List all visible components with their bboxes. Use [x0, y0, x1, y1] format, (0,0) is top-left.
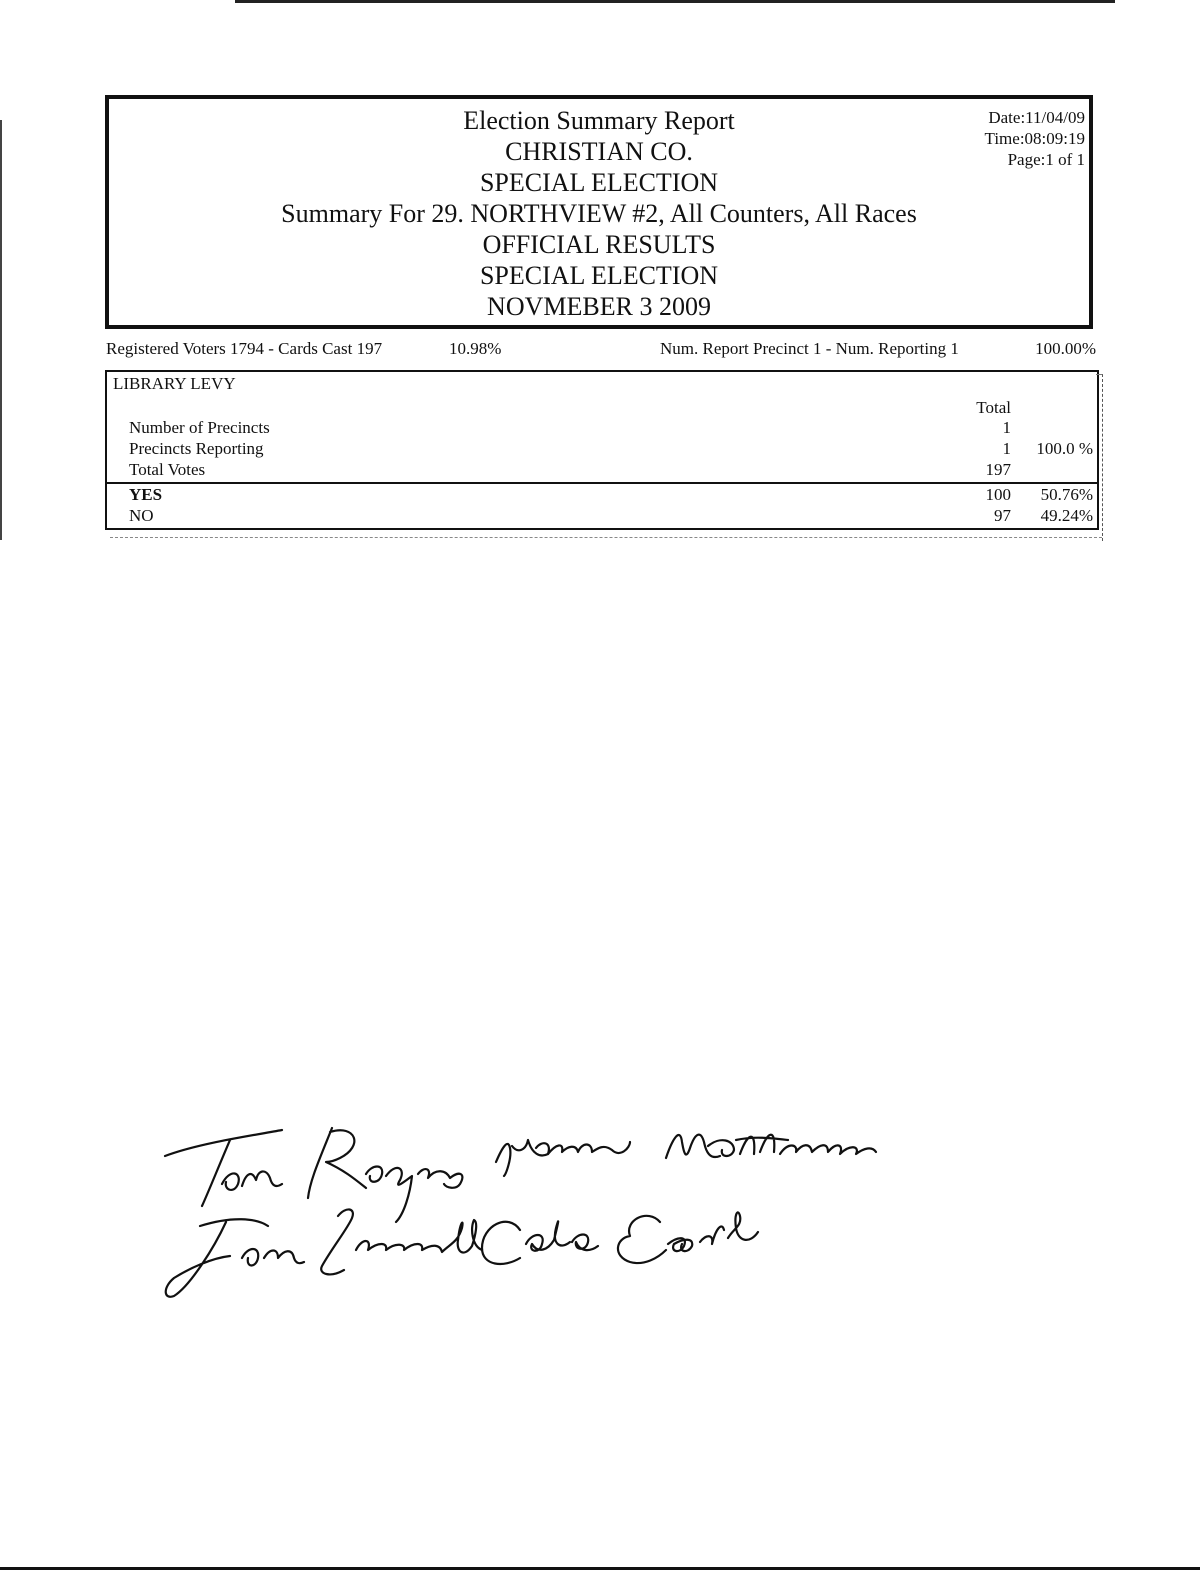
- row-total: 197: [985, 460, 1011, 479]
- row-label: Total Votes: [129, 460, 206, 479]
- summary-row: [107, 460, 1097, 481]
- scan-edge-left: [0, 120, 2, 540]
- choice-label: YES: [129, 485, 163, 504]
- scan-shadow-edge: [1096, 374, 1103, 541]
- signature-stroke: [242, 1249, 304, 1266]
- signature-stroke: [618, 1212, 758, 1263]
- scan-shadow-bottom: [110, 537, 1102, 539]
- row-total: 1: [1002, 439, 1011, 458]
- scan-edge-bottom: [0, 1567, 1200, 1570]
- report-date: Date:11/04/09: [988, 108, 1085, 127]
- election-date: NOVMEBER 3 2009: [487, 292, 711, 321]
- report-title: Election Summary Report: [463, 106, 735, 135]
- results-status: OFFICIAL RESULTS: [482, 230, 716, 259]
- registered-voters-cards-cast: Registered Voters 1794 - Cards Cast 197: [106, 339, 383, 358]
- page-number: Page:1 of 1: [1007, 150, 1085, 169]
- summary-row: [107, 439, 1097, 460]
- race-library-levy: [105, 370, 1099, 530]
- total-column-header: Total: [976, 398, 1011, 417]
- handwritten-signatures: [160, 1118, 880, 1308]
- choices-divider: [107, 482, 1097, 484]
- race-title: LIBRARY LEVY: [113, 374, 236, 393]
- turnout-stats: [106, 339, 1096, 361]
- turnout-percent: 10.98%: [449, 339, 502, 358]
- signature-stroke: [496, 1140, 548, 1176]
- header-title-block: [109, 105, 1089, 322]
- scan-edge-top: [235, 0, 1115, 3]
- signature-stroke: [308, 1128, 366, 1198]
- county-name: CHRISTIAN CO.: [505, 137, 693, 166]
- choice-label: NO: [129, 506, 154, 525]
- signature-stroke: [165, 1130, 282, 1206]
- report-meta: [985, 107, 1085, 170]
- signature-stroke: [536, 1142, 630, 1154]
- summary-scope: Summary For 29. NORTHVIEW #2, All Counters, All Races: [281, 199, 917, 228]
- choice-total: 100: [985, 485, 1011, 504]
- choice-percent: 50.76%: [1040, 485, 1093, 504]
- election-name: SPECIAL ELECTION: [479, 261, 719, 290]
- signature-stroke: [366, 1167, 462, 1223]
- row-label: Number of Precincts: [129, 418, 270, 437]
- reporting-percent: 100.00%: [1035, 339, 1096, 358]
- choice-total: 97: [994, 506, 1011, 525]
- signature-stroke: [166, 1219, 268, 1297]
- signature-stroke: [666, 1135, 788, 1158]
- choice-row-yes: [107, 485, 1097, 506]
- report-header: [105, 95, 1093, 329]
- precincts-reporting-summary: Num. Report Precinct 1 - Num. Reporting 1: [660, 339, 959, 358]
- row-label: Precincts Reporting: [129, 439, 264, 458]
- choice-percent: 49.24%: [1040, 506, 1093, 525]
- row-percent: 100.0 %: [1036, 439, 1093, 458]
- signature-stroke: [780, 1145, 876, 1154]
- row-total: 1: [1002, 418, 1011, 437]
- signature-stroke: [321, 1209, 482, 1274]
- signature-stroke: [222, 1171, 282, 1190]
- signature-stroke: [482, 1221, 598, 1264]
- summary-row: [107, 418, 1097, 439]
- report-time: Time:08:09:19: [984, 129, 1085, 148]
- signature-scribbles: [160, 1118, 880, 1308]
- election-type: SPECIAL ELECTION: [479, 168, 719, 197]
- choice-row-no: [107, 506, 1097, 527]
